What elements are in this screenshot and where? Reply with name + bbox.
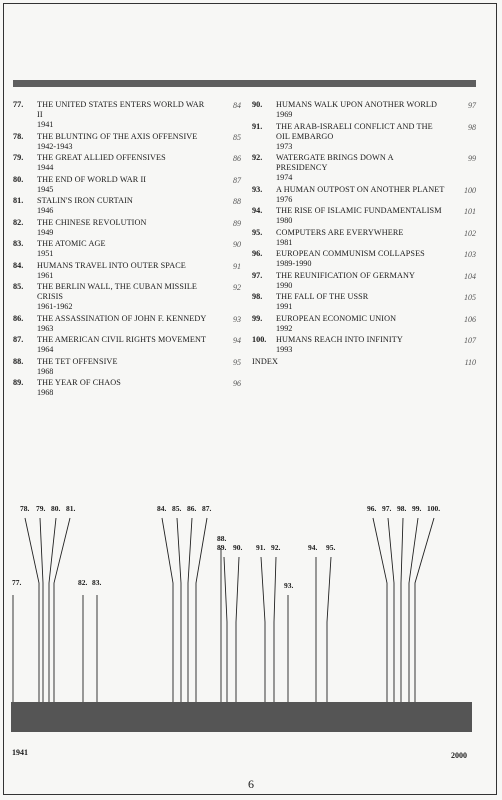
toc-entry-year: 1968: [37, 366, 54, 376]
timeline-leader-line: [162, 518, 173, 702]
toc-entry: [13, 175, 241, 195]
toc-entry-title: THE ATOMIC AGE: [37, 239, 106, 248]
timeline-leader-line: [49, 518, 56, 702]
toc-entry-year: 1993: [276, 345, 293, 354]
toc-entry-page: 87: [233, 175, 241, 185]
timeline-leader-line: [40, 518, 43, 702]
timeline-chart: [0, 490, 502, 740]
toc-entry-year: 1949: [37, 227, 54, 237]
timeline-marker-label: 90.: [233, 543, 243, 552]
toc-entry-number: 94.: [252, 206, 263, 215]
toc-entry-number: 99.: [252, 313, 263, 323]
toc-entry-page: 84: [233, 101, 241, 110]
toc-entry-number: 91.: [252, 121, 263, 131]
toc-entry-title: EUROPEAN ECONOMIC UNION: [276, 313, 397, 323]
toc-entry-number: 85.: [13, 282, 24, 291]
timeline-leader-line: [188, 518, 192, 702]
timeline-leader-line: [415, 518, 434, 702]
toc-entry-number: 83.: [13, 239, 24, 248]
toc-entry-year: 1963: [37, 323, 54, 333]
timeline-marker-label: 88.: [217, 534, 227, 543]
timeline-leader-line: [373, 518, 387, 702]
timeline-leader-line: [409, 518, 418, 702]
toc-entry-title: THE YEAR OF CHAOS: [37, 378, 121, 387]
toc-entry: [252, 335, 476, 355]
timeline-marker-label: 85.: [172, 504, 182, 513]
toc-entry-page: 95: [233, 357, 241, 367]
toc-index-entry: [252, 357, 476, 367]
timeline-end-label: 2000: [451, 751, 467, 760]
timeline-marker-label: 80.: [51, 504, 61, 513]
toc-entry-number: 95.: [252, 227, 263, 237]
toc-entry: [252, 271, 476, 291]
timeline-bar: [11, 702, 472, 732]
timeline-leader-line: [401, 518, 403, 702]
timeline-marker-label: 86.: [187, 504, 197, 513]
header-rule: [13, 80, 476, 87]
toc-entry-title: THE ASSASSINATION OF JOHN F. KENNEDY: [37, 313, 207, 323]
toc-entry: [13, 196, 241, 216]
timeline-marker-label: 84.: [157, 504, 167, 513]
toc-entry: [13, 100, 241, 130]
toc-entry: [13, 239, 241, 259]
toc-entry-year: 1942-1943: [37, 141, 73, 151]
toc-entry-number: 97.: [252, 270, 263, 280]
toc-entry-title: THE UNITED STATES ENTERS WORLD WAR II: [37, 100, 205, 119]
toc-entry: [13, 314, 241, 334]
timeline-leader-line: [177, 518, 181, 702]
toc-entry-year: 1945: [37, 184, 54, 194]
timeline-marker-label: 82.: [78, 578, 88, 587]
toc-entry: [13, 357, 241, 377]
timeline-marker-label: 96.: [367, 504, 377, 513]
toc-entry: [13, 153, 241, 173]
timeline-marker-label: 83.: [92, 578, 102, 587]
timeline-marker-label: 98.: [397, 504, 407, 513]
toc-entry-number: 90.: [252, 100, 263, 109]
toc-entry-year: 1944: [37, 163, 54, 172]
timeline-marker-label: 97.: [382, 504, 392, 513]
toc-entry-year: 1989-1990: [276, 259, 312, 268]
toc-entry-page: 105: [464, 293, 476, 302]
toc-entry-page: 104: [464, 271, 476, 281]
toc-entry-page: 88: [233, 197, 241, 206]
toc-entry-title: THE AMERICAN CIVIL RIGHTS MOVEMENT: [37, 335, 207, 344]
toc-entry-title: THE ARAB-ISRAELI CONFLICT AND THE OIL EMBARGO: [276, 121, 433, 141]
toc-entry-title: THE FALL OF THE USSR: [276, 292, 369, 301]
toc-entry-number: 93.: [252, 184, 263, 194]
timeline-marker-label: 91.: [256, 543, 266, 552]
toc-entry-year: 1951: [37, 249, 54, 258]
toc-entry-number: 77.: [13, 100, 24, 109]
toc-entry-year: 1990: [276, 280, 293, 290]
page-number: 6: [248, 777, 254, 791]
toc-entry-title: EUROPEAN COMMUNISM COLLAPSES: [276, 249, 425, 258]
toc-entry-year: 1946: [37, 206, 54, 215]
toc-entry: [252, 122, 476, 152]
toc-entry: [252, 292, 476, 312]
toc-index-title: INDEX: [252, 356, 278, 366]
toc-entry-number: 78.: [13, 131, 24, 141]
toc-entry-year: 1961: [37, 270, 54, 280]
timeline-marker-label: 77.: [12, 578, 22, 587]
toc-left-column: [13, 100, 241, 400]
timeline-marker-label: 81.: [66, 504, 76, 513]
toc-entry: [252, 228, 476, 248]
toc-entry-number: 84.: [13, 260, 24, 270]
timeline-leader-line: [388, 518, 394, 702]
toc-entry-title: THE BLUNTING OF THE AXIS OFFENSIVE: [37, 131, 198, 141]
toc-entry: [13, 132, 241, 152]
toc-entry-page: 90: [233, 240, 241, 249]
toc-entry-number: 86.: [13, 313, 24, 323]
toc-entry-title: COMPUTERS ARE EVERYWHERE: [276, 227, 404, 237]
timeline-marker-label: 95.: [326, 543, 336, 552]
timeline-marker-label: 99.: [412, 504, 422, 513]
toc-entry-page: 91: [233, 261, 241, 271]
timeline-marker-label: 79.: [36, 504, 46, 513]
toc-entry-year: 1974: [276, 173, 293, 182]
toc-entry-page: 103: [464, 250, 476, 259]
toc-entry: [252, 314, 476, 334]
toc-entry-page: 96: [233, 379, 241, 388]
toc-right-column: [252, 100, 476, 368]
toc-entry: [252, 185, 476, 205]
toc-entry-number: 92.: [252, 153, 263, 162]
toc-entry-number: 98.: [252, 292, 263, 301]
timeline-leader-line: [236, 557, 239, 702]
toc-entry-page: 89: [233, 218, 241, 228]
toc-entry-title: THE BERLIN WALL, THE CUBAN MISSILE CRISIS: [37, 282, 198, 301]
toc-entry-title: STALIN'S IRON CURTAIN: [37, 196, 133, 205]
toc-entry-title: HUMANS TRAVEL INTO OUTER SPACE: [37, 260, 186, 270]
toc-entry: [252, 100, 476, 120]
toc-entry: [13, 218, 241, 238]
toc-entry-page: 101: [464, 207, 476, 216]
toc-entry-page: 99: [468, 154, 476, 163]
toc-entry-title: WATERGATE BRINGS DOWN A PRESIDENCY: [276, 153, 394, 172]
toc-entry-number: 96.: [252, 249, 263, 258]
timeline-leader-line: [261, 557, 265, 702]
toc-entry-title: HUMANS REACH INTO INFINITY: [276, 335, 403, 344]
timeline-marker-label: 92.: [271, 543, 281, 552]
timeline-marker-label: 78.: [20, 504, 30, 513]
toc-entry-number: 81.: [13, 196, 24, 205]
toc-entry-title: HUMANS WALK UPON ANOTHER WORLD: [276, 100, 437, 109]
toc-entry-number: 88.: [13, 356, 24, 366]
toc-entry-year: 1981: [276, 237, 293, 247]
timeline-leader-line: [274, 557, 276, 702]
toc-entry-year: 1964: [37, 345, 54, 354]
toc-entry-page: 93: [233, 314, 241, 324]
toc-entry-year: 1961-1962: [37, 302, 73, 311]
toc-entry: [252, 153, 476, 183]
toc-entry-page: 86: [233, 154, 241, 163]
toc-entry-title: A HUMAN OUTPOST ON ANOTHER PLANET: [276, 184, 445, 194]
toc-entry-year: 1969: [276, 110, 293, 119]
toc-entry-title: THE END OF WORLD WAR II: [37, 174, 147, 184]
toc-entry-title: THE REUNIFICATION OF GERMANY: [276, 270, 416, 280]
toc-entry-number: 80.: [13, 174, 24, 184]
toc-entry-year: 1976: [276, 194, 293, 204]
toc-entry-title: THE RISE OF ISLAMIC FUNDAMENTALISM: [276, 206, 442, 215]
toc-entry-year: 1973: [276, 141, 293, 151]
toc-entry: [252, 249, 476, 269]
toc-entry-year: 1992: [276, 323, 293, 333]
toc-entry-title: THE TET OFFENSIVE: [37, 356, 118, 366]
timeline-leader-line: [25, 518, 39, 702]
timeline-marker-label: 94.: [308, 543, 318, 552]
timeline-start-label: 1941: [12, 748, 28, 757]
toc-entry-page: 106: [464, 314, 476, 324]
toc-index-page: 110: [464, 357, 476, 367]
toc-entry: [13, 282, 241, 312]
timeline-leader-line: [196, 518, 207, 702]
toc-entry: [13, 378, 241, 398]
toc-entry-number: 82.: [13, 217, 24, 227]
timeline-leader-line: [224, 557, 227, 702]
toc-entry-number: 89.: [13, 378, 24, 387]
toc-entry-page: 97: [468, 101, 476, 110]
timeline-marker-label: 87.: [202, 504, 212, 513]
toc-entry-number: 100.: [252, 335, 267, 344]
toc-entry-page: 94: [233, 336, 241, 345]
toc-entry-page: 100: [464, 185, 476, 195]
toc-entry-year: 1980: [276, 216, 293, 225]
toc-entry-page: 85: [233, 132, 241, 142]
toc-entry-year: 1941: [37, 120, 54, 129]
timeline-marker-label: 93.: [284, 581, 294, 590]
timeline-leader-line: [327, 557, 331, 702]
toc-entry-number: 79.: [13, 153, 24, 162]
timeline-marker-label: 89.: [217, 543, 227, 552]
toc-entry-year: 1968: [37, 388, 54, 397]
toc-entry-page: 98: [468, 122, 476, 132]
timeline-leader-line: [54, 518, 70, 702]
toc-entry-page: 92: [233, 283, 241, 292]
toc-entry-title: THE GREAT ALLIED OFFENSIVES: [37, 153, 166, 162]
toc-entry-page: 102: [464, 228, 476, 238]
toc-entry: [13, 335, 241, 355]
toc-entry-number: 87.: [13, 335, 24, 344]
toc-entry-title: THE CHINESE REVOLUTION: [37, 217, 147, 227]
toc-entry: [252, 206, 476, 226]
toc-entry: [13, 261, 241, 281]
timeline-marker-label: 100.: [427, 504, 441, 513]
toc-entry-page: 107: [464, 336, 476, 345]
toc-entry-year: 1991: [276, 302, 293, 311]
